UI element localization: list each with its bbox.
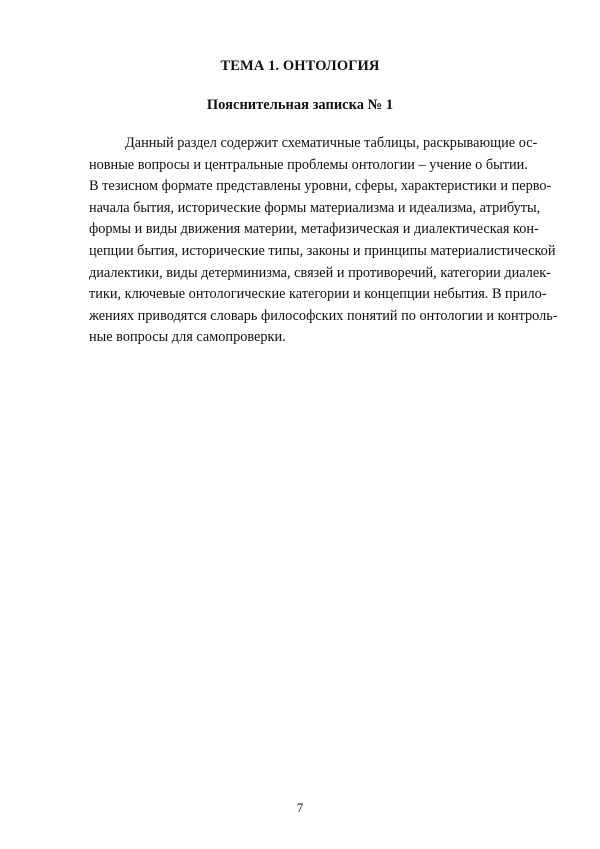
section-subtitle: Пояснительная записка № 1 xyxy=(206,97,394,113)
paragraph-line: тики, ключевые онтологические категории и концепции небытия. В прило- xyxy=(89,286,547,303)
paragraph-line: жениях приводятся словарь философских понятий по онтологии и контроль- xyxy=(89,307,558,324)
paragraph-line: Данный раздел содержит схематичные таблицы, раскрывающие ос- xyxy=(125,135,538,151)
paragraph-line: новные вопросы и центральные проблемы онтологии – учение о бытии. xyxy=(89,156,528,173)
paragraph-line: формы и виды движения материи, метафизическая и диалектическая кон- xyxy=(89,221,539,238)
paragraph-line: диалектики, виды детерминизма, связей и противоречий, категории диалек- xyxy=(89,264,551,281)
paragraph-line: В тезисном формате представлены уровни, сферы, характеристики и перво- xyxy=(89,178,552,195)
paragraph-line: начала бытия, исторические формы материализма и идеализма, атрибуты, xyxy=(89,199,541,216)
page-title: ТЕМА 1. ОНТОЛОГИЯ xyxy=(220,58,380,74)
body-paragraph xyxy=(89,133,558,349)
page-number: 7 xyxy=(296,800,304,815)
paragraph-line: ные вопросы для самопроверки. xyxy=(89,329,286,346)
paragraph-line: цепции бытия, исторические типы, законы и принципы материалистической xyxy=(89,242,556,259)
